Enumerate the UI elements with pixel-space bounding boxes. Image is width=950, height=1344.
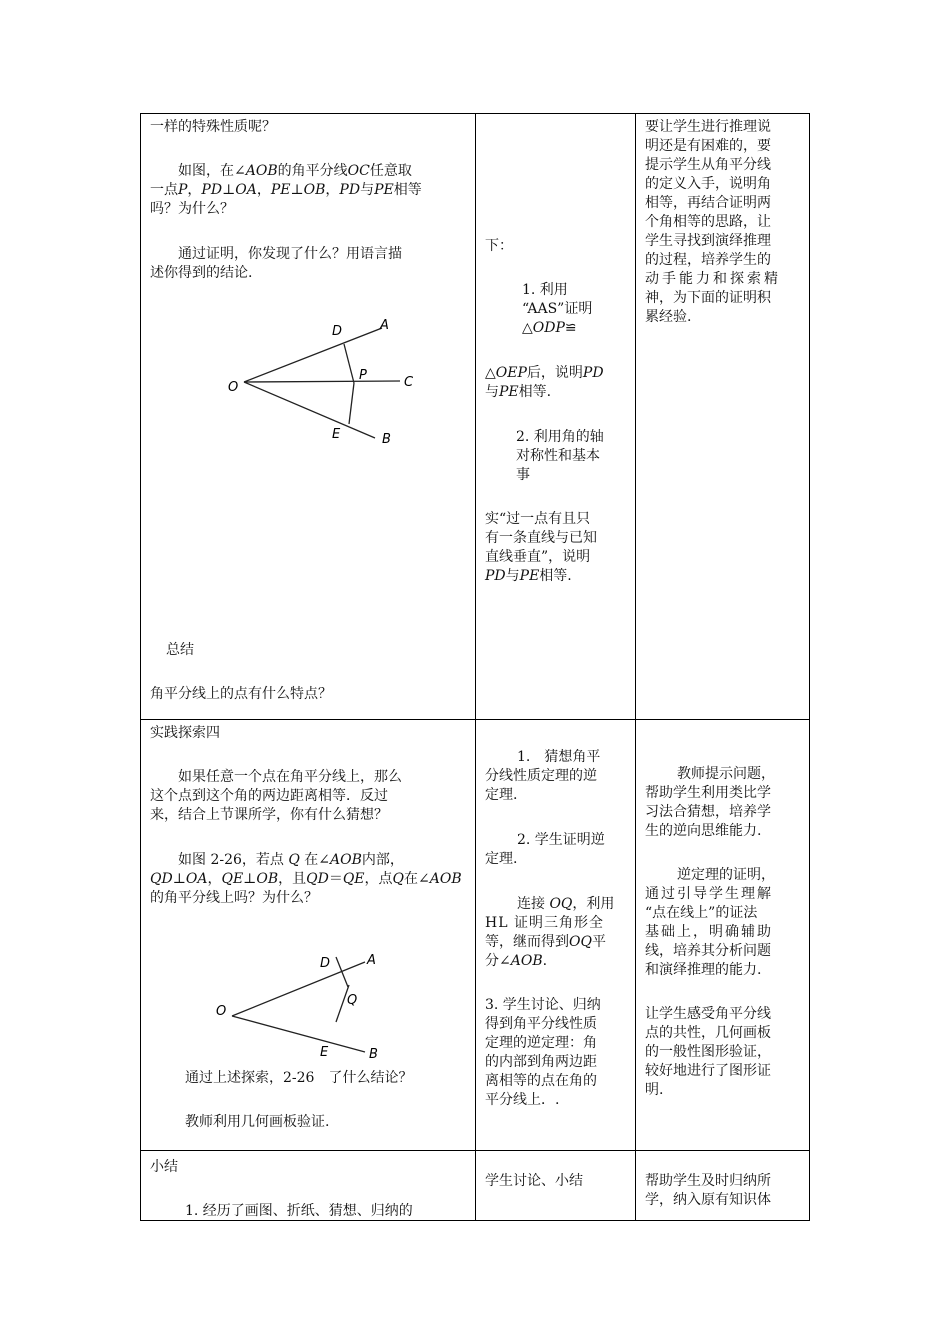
row2-mid-a3: 定理.	[485, 787, 518, 803]
row1-right-line: 动手能力和探索精	[645, 271, 781, 287]
segment-QD	[336, 957, 348, 987]
row1-right-line: 的过程，培养学生的	[645, 252, 771, 268]
row1-mid-m3-line3: 事	[516, 467, 530, 483]
row1-mid-m4-line4: PD与PE相等.	[485, 568, 572, 584]
row3-right-line1: 帮助学生及时归纳所	[645, 1173, 771, 1189]
row1-left-line1: 一样的特殊性质呢？	[150, 119, 276, 135]
row1-mid-m4-line1: 实“过一点有且只	[485, 511, 591, 527]
row2-right-b6: 和演绎推理的能力.	[645, 962, 762, 978]
row2-left-p2-line2: QD⊥OA，QE⊥OB，且QD＝QE，点Q在∠AOB	[150, 871, 462, 887]
row1-mid-xia: 下：	[485, 238, 513, 254]
row2-right-c4: 较好地进行了图形证	[645, 1063, 771, 1079]
row1-right-line: 明还是有困难的，要	[645, 138, 771, 154]
row1-mid-m1-line3: △ODP≌	[522, 320, 577, 336]
row2-left-p1-line3: 来，结合上节课所学，你有什么猜想？	[150, 807, 388, 823]
row1-right-line: 神，为下面的证明积	[645, 290, 771, 306]
row2-right-c5: 明.	[645, 1082, 664, 1098]
row3-mid-line1: 学生讨论、小结	[485, 1173, 583, 1189]
row1-mid-m2-line1: △OEP后，说明PD	[485, 365, 604, 381]
row2-right-a2: 帮助学生利用类比学	[645, 785, 771, 801]
label-A: A	[367, 953, 376, 968]
row2-left-p3: 通过上述探索，2-26 了什么结论？	[185, 1070, 413, 1086]
row1-right-line: 累经验.	[645, 309, 692, 325]
label-O: O	[228, 380, 239, 395]
row1-right-line: 个角相等的思路，让	[645, 214, 771, 230]
label-P: P	[359, 368, 367, 383]
row2-mid-a1: 1. 猜想角平	[517, 749, 601, 765]
row2-right-b1: 逆定理的证明，	[677, 867, 775, 883]
label-B: B	[382, 432, 391, 447]
label-D: D	[332, 324, 343, 339]
row1-left-para2-line2: 一点P，PD⊥OA，PE⊥OB，PD与PE相等	[150, 182, 422, 198]
row2-mid-c4: 分∠AOB.	[485, 953, 548, 969]
row2-right-a1: 教师提示问题，	[677, 766, 775, 782]
label-B: B	[369, 1047, 378, 1062]
segment-PD	[344, 344, 354, 383]
row2-right-b4: 基础上，明确辅助	[645, 924, 773, 940]
label-E: E	[320, 1045, 329, 1060]
row1-left-para2-line1: 如图，在∠AOB的角平分线OC任意取	[178, 163, 412, 179]
row2-mid-d4: 的内部到角两边距	[485, 1054, 597, 1070]
row2-right-c3: 的一般性图形验证，	[645, 1044, 771, 1060]
row2-left-p1-line2: 这个点到这个角的两边距离相等．反过	[150, 788, 388, 804]
angle-bisector-figure-2	[210, 945, 400, 1065]
label-O: O	[216, 1004, 227, 1019]
row2-mid-d2: 得到角平分线性质	[485, 1016, 597, 1032]
row1-mid-m1-line2: “AAS”证明	[522, 301, 593, 317]
row2-right-b5: 线，培养其分析问题	[645, 943, 771, 959]
row2-right-b3: “点在线上”的证法	[645, 905, 758, 921]
row1-left-para3-line1: 通过证明，你发现了什么？用语言描	[178, 246, 402, 262]
row1-right-line: 要让学生进行推理说	[645, 119, 771, 135]
row2-mid-c1: 连接 OQ，利用	[517, 896, 615, 912]
angle-bisector-figure-1	[220, 315, 430, 450]
row1-right-line: 的定义入手，说明角	[645, 176, 771, 192]
row3-right-line2: 学，纳入原有知识体	[645, 1192, 771, 1208]
ray-OB	[244, 382, 375, 438]
row2-mid-b2: 定理.	[485, 851, 518, 867]
row2-mid-d3: 定理的逆定理：角	[485, 1035, 597, 1051]
row1-right-line: 提示学生从角平分线	[645, 157, 771, 173]
label-D: D	[320, 956, 331, 971]
row2-right-a3: 习法合猜想，培养学	[645, 804, 771, 820]
row2-mid-d5: 离相等的点在角的	[485, 1073, 597, 1089]
row1-right-line: 相等，再结合证明两	[645, 195, 771, 211]
row2-right-c2: 点的共性，几何画板	[645, 1025, 771, 1041]
row1-mid-m4-line2: 有一条直线与已知	[485, 530, 597, 546]
row1-left-summary: 总结	[166, 642, 194, 658]
row2-mid-d1: 3. 学生讨论、归纳	[485, 997, 601, 1013]
row2-left-p4: 教师利用几何画板验证.	[185, 1114, 330, 1130]
row1-mid-m4-line3: 直线垂直”，说明	[485, 549, 591, 565]
row1-right-line: 学生寻找到演绎推理	[645, 233, 771, 249]
row2-mid-d6: 平分线上．.	[485, 1092, 560, 1108]
row2-left-p1-line1: 如果任意一个点在角平分线上，那么	[178, 769, 402, 785]
row1-left-para3-line2: 述你得到的结论.	[150, 265, 253, 281]
row2-left-title: 实践探索四	[150, 725, 220, 741]
row1-left-para2-line3: 吗？为什么？	[150, 201, 234, 217]
ray-OB	[232, 1016, 365, 1052]
label-Q: Q	[347, 993, 358, 1008]
label-C: C	[404, 375, 414, 390]
row1-left-question: 角平分线上的点有什么特点？	[150, 686, 332, 702]
row3-left-line1: 1. 经历了画图、折纸、猜想、归纳的	[185, 1203, 413, 1219]
row3-left-title: 小结	[150, 1159, 178, 1175]
label-A: A	[380, 318, 389, 333]
label-E: E	[332, 427, 341, 442]
row2-mid-a2: 分线性质定理的逆	[485, 768, 597, 784]
ray-OC	[244, 381, 400, 382]
row1-mid-m3-line2: 对称性和基本	[516, 448, 600, 464]
row1-mid-m1-line1: 1. 利用	[522, 282, 568, 298]
row2-right-a4: 生的逆向思维能力.	[645, 823, 762, 839]
segment-PE	[349, 383, 354, 424]
row2-mid-b1: 2. 学生证明逆	[517, 832, 605, 848]
row1-mid-m2-line2: 与PE相等.	[485, 384, 552, 400]
ray-OA	[232, 962, 365, 1016]
row2-right-b2: 通过引导学生理解	[645, 886, 773, 902]
row2-left-p2-line3: 的角平分线上吗？为什么？	[150, 890, 318, 906]
row1-mid-m3-line1: 2. 利用角的轴	[516, 429, 604, 445]
row2-right-c1: 让学生感受角平分线	[645, 1006, 771, 1022]
row2-mid-c3: 等，继而得到OQ平	[485, 934, 606, 950]
row2-mid-c2: HL 证明三角形全	[485, 915, 604, 931]
row2-left-p2-line1: 如图 2-26，若点 Q 在∠AOB内部，	[178, 852, 404, 868]
